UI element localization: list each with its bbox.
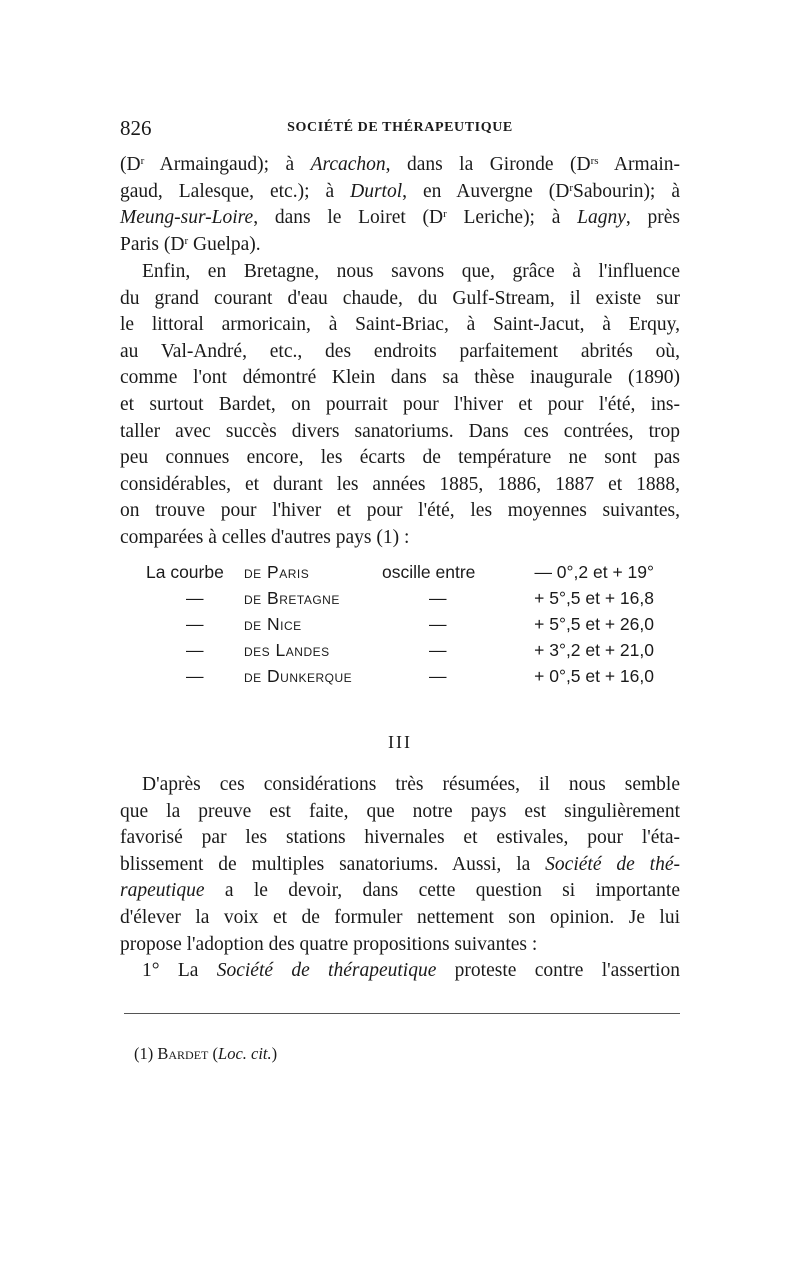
text-line: d'élever la voix et de formuler nettement son opinion. Je lui (120, 906, 680, 928)
text-line: ($D^r$ Armaingaud); à Arcachon, dans la Gironde ($D^{rs}$ Armain- (120, 154, 681, 175)
table-row (146, 588, 666, 614)
row-verb: — (429, 588, 447, 608)
row-verb: oscille entre (382, 562, 476, 582)
text-line: rapeutique a le devoir, dans cette question si importante (120, 880, 680, 902)
text-line: on trouve pour l'hiver et pour l'été, les moyennes suivantes, (120, 500, 680, 522)
row-range: + 5°,5 et + 16,8 (534, 588, 654, 608)
row-verb: — (429, 666, 447, 686)
row-lead: — (186, 640, 204, 660)
text-line: et surtout Bardet, on pourrait pour l'hiver et pour l'été, ins- (120, 393, 680, 415)
text-line: favorisé par les stations hivernales et estivales, pour l'éta- (120, 827, 680, 849)
temperature-table (146, 562, 666, 692)
text-line: Meung-sur-Loire, dans le Loiret ($D^r$ Leriche); à Lagny, près (120, 207, 680, 229)
table-row (146, 562, 666, 588)
row-lead: — (186, 614, 204, 634)
row-lead: — (186, 666, 204, 686)
row-place: des Landes (244, 640, 330, 660)
text-line: que la preuve est faite, que notre pays est singulièrement (120, 800, 680, 822)
row-place: de Dunkerque (244, 666, 353, 686)
row-place: de Paris (244, 562, 310, 582)
row-place: de Bretagne (244, 588, 340, 608)
text-line: blissement de multiples sanatoriums. Aussi, la Société de thé- (120, 853, 680, 875)
text-line: 1° La Société de thérapeutique proteste contre l'assertion (142, 960, 680, 982)
page-header (120, 116, 680, 144)
text-line: peu connues encore, les écarts de température ne sont pas (120, 447, 680, 469)
text-line: comparées à celles d'autres pays (1) : (120, 526, 410, 548)
row-lead: — (186, 588, 204, 608)
row-lead: La courbe (146, 562, 224, 582)
table-row (146, 614, 666, 640)
text-line: gaud, Lalesque, etc.); à Durtol, en Auvergne $(D^rSabourin)$; à (120, 180, 680, 202)
paragraph-conclusion (120, 772, 680, 985)
text-line: propose l'adoption des quatre propositions suivantes : (120, 933, 538, 955)
text-line: Enfin, en Bretagne, nous savons que, grâce à l'influence (142, 261, 680, 282)
footnote: (1) Bardet (Loc. cit.) (134, 1044, 278, 1063)
text-line: le littoral armoricain, à Saint-Briac, à Saint-Jacut, à Erquy, (120, 314, 680, 336)
table-row (146, 640, 666, 666)
running-title: SOCIÉTÉ DE THÉRAPEUTIQUE (287, 120, 513, 135)
section-heading: III (388, 732, 412, 752)
paragraph-bretagne (120, 259, 680, 552)
text-line: Paris ($D^r$ Guelpa). (120, 233, 261, 255)
text-line: taller avec succès divers sanatoriums. Dans ces contrées, trop (120, 420, 680, 442)
row-verb: — (429, 640, 447, 660)
text-line: D'après ces considérations très résumées, il nous semble (142, 774, 680, 795)
text-line: considérables, et durant les années 1885, 1886, 1887 et 1888, (120, 473, 680, 495)
row-verb: — (429, 614, 447, 634)
footnote-rule (124, 1013, 680, 1014)
text-line: comme l'ont démontré Klein dans sa thèse inaugurale (1890) (120, 367, 680, 389)
row-place: de Nice (244, 614, 302, 634)
text-line: du grand courant d'eau chaude, du Gulf-Stream, il existe sur (120, 287, 680, 309)
row-range: + 3°,2 et + 21,0 (534, 640, 654, 660)
table-row (146, 666, 666, 692)
page-number: 826 (120, 116, 152, 140)
paragraph-locations (120, 152, 680, 258)
text-line: au Val-André, etc., des endroits parfaitement abrités où, (120, 340, 680, 362)
row-range: + 0°,5 et + 16,0 (534, 666, 654, 686)
row-range: — 0°,2 et + 19° (534, 562, 654, 582)
row-range: + 5°,5 et + 26,0 (534, 614, 654, 634)
